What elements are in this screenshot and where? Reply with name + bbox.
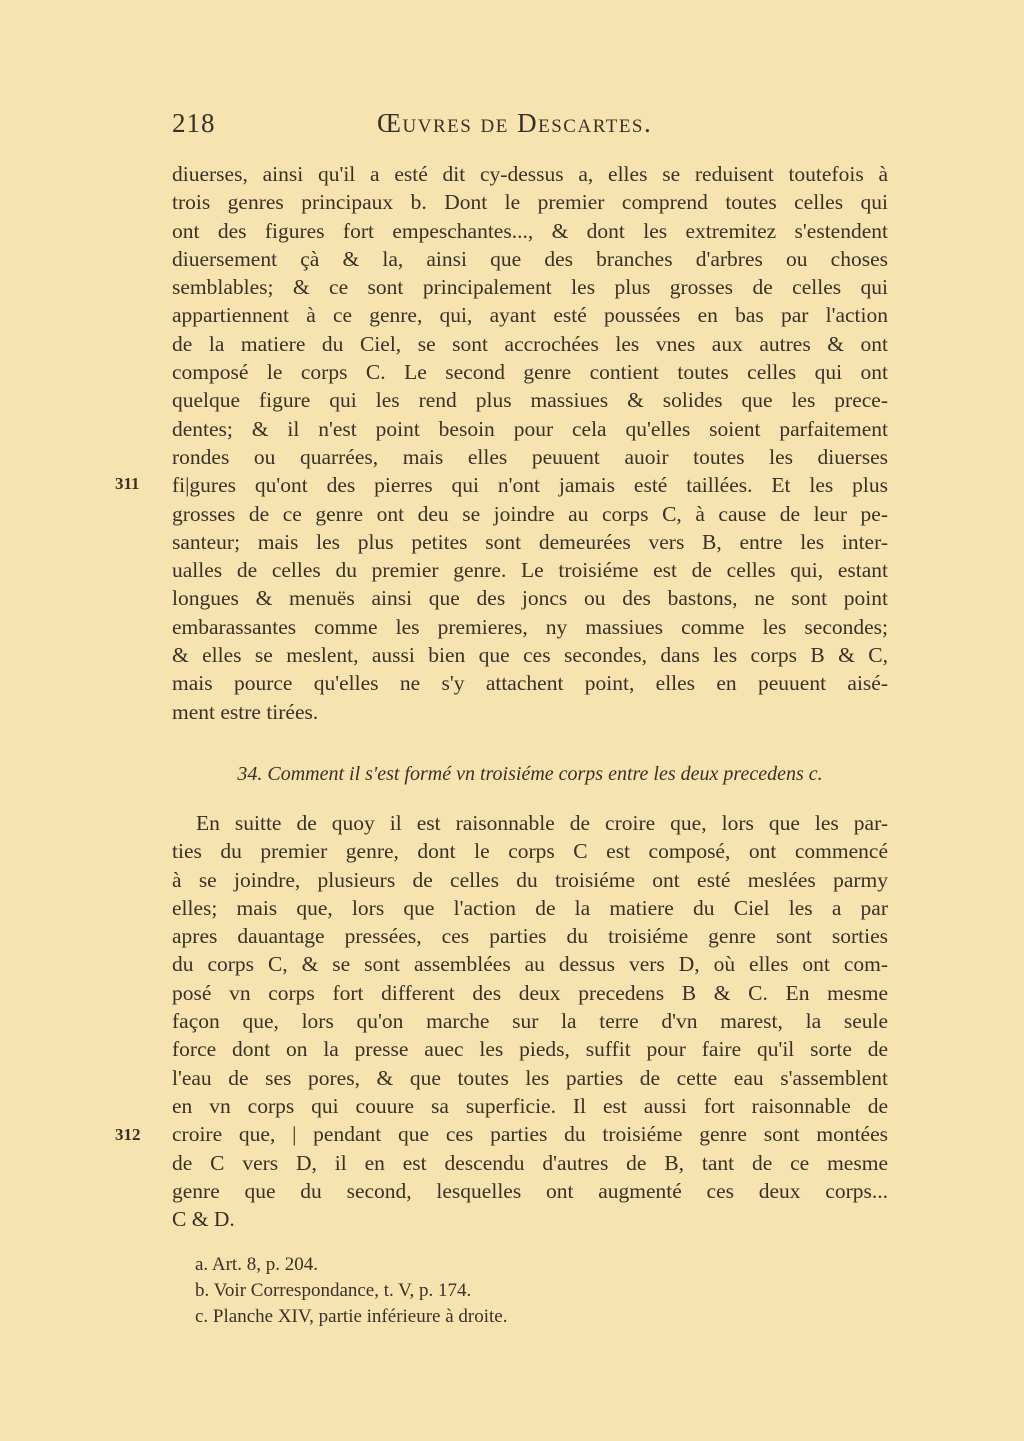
text-line: C & D.: [172, 1207, 235, 1232]
text-line: de C vers D, il en est descendu d'autres de B, tant de ce mesme: [172, 1150, 888, 1175]
page-header: [172, 108, 888, 148]
text-line: dentes; & il n'est point besoin pour cela qu'elles soient parfaitement: [172, 416, 888, 441]
footnote: b. Voir Correspondance, t. V, p. 174.: [195, 1280, 472, 1301]
paragraph-1: [172, 160, 888, 726]
text-line: elles; mais que, lors que l'action de la matiere du Ciel les a par: [172, 895, 888, 920]
paragraph-2: [172, 809, 888, 1233]
text-line: du corps C, & se sont assemblées au dessus vers D, où elles ont com-: [172, 952, 888, 977]
page-number: 218: [172, 108, 216, 138]
text-line: ties du premier genre, dont le corps C est composé, ont commencé: [172, 839, 888, 864]
text-line: l'eau de ses pores, & que toutes les parties de cette eau s'assemblent: [172, 1065, 888, 1090]
marginal-number: 311: [115, 474, 140, 493]
text-line: genre que du second, lesquelles ont augmenté ces deux corps...: [172, 1178, 888, 1203]
text-line: appartiennent à ce genre, qui, ayant esté poussées en bas par l'action: [172, 303, 888, 328]
footnote: a. Art. 8, p. 204.: [195, 1254, 318, 1275]
footnote: c. Planche XIV, partie inférieure à droite.: [195, 1306, 508, 1327]
text-line: à se joindre, plusieurs de celles du troisiéme ont esté meslées parmy: [172, 867, 888, 892]
text-line: en vn corps qui couure sa superficie. Il est aussi fort raisonnable de: [172, 1093, 888, 1118]
text-line: posé vn corps fort different des deux precedens B & C. En mesme: [172, 980, 888, 1005]
text-line: ont des figures fort empeschantes..., & dont les extremitez s'estendent: [172, 218, 888, 243]
running-title: Œuvres de Descartes.: [377, 108, 653, 138]
text-line: semblables; & ce sont principalement les plus grosses de celles qui: [172, 275, 888, 300]
text-line: composé le corps C. Le second genre contient toutes celles qui ont: [172, 360, 888, 385]
text-line: fi|gures qu'ont des pierres qui n'ont jamais esté taillées. Et les plus: [172, 473, 888, 498]
text-line: rondes ou quarrées, mais elles peuuent auoir toutes les diuerses: [172, 444, 888, 469]
text-line: diuerses, ainsi qu'il a esté dit cy-dessus a, elles se reduisent toutefois à: [172, 162, 888, 186]
section-title: 34. Comment il s'est formé vn troisiéme corps entre les deux precedens c.: [237, 763, 823, 785]
text-line: santeur; mais les plus petites sont demeurées vers B, entre les inter-: [172, 529, 888, 554]
text-line: embarassantes comme les premieres, ny massiues comme les secondes;: [172, 614, 888, 639]
footnotes: [195, 1252, 875, 1330]
text-line: force dont on la presse auec les pieds, suffit pour faire qu'il sorte de: [172, 1037, 888, 1062]
text-line: ualles de celles du premier genre. Le troisiéme est de celles qui, estant: [172, 558, 888, 583]
text-line: façon que, lors qu'on marche sur la terre d'vn marest, la seule: [172, 1009, 888, 1034]
text-line: apres dauantage pressées, ces parties du troisiéme genre sont sorties: [172, 924, 888, 949]
text-line: & elles se meslent, aussi bien que ces secondes, dans les corps B & C,: [172, 643, 888, 668]
text-line: longues & menuës ainsi que des joncs ou des bastons, ne sont point: [172, 586, 888, 611]
marginal-number: 312: [115, 1125, 141, 1144]
text-line: diuersement çà & la, ainsi que des branches d'arbres ou choses: [172, 246, 888, 271]
text-line: mais pource qu'elles ne s'y attachent point, elles en peuuent aisé-: [172, 671, 888, 696]
text-line: En suitte de quoy il est raisonnable de croire que, lors que les par-: [196, 811, 888, 835]
text-line: trois genres principaux b. Dont le premier comprend toutes celles qui: [172, 190, 888, 215]
text-line: quelque figure qui les rend plus massiues & solides que les prece-: [172, 388, 888, 413]
text-line: grosses de ce genre ont deu se joindre au corps C, à cause de leur pe-: [172, 501, 888, 526]
text-line: de la matiere du Ciel, se sont accrochées les vnes aux autres & ont: [172, 331, 888, 356]
text-line: ment estre tirées.: [172, 699, 319, 724]
text-line: croire que, | pendant que ces parties du troisiéme genre sont montées: [172, 1122, 888, 1147]
